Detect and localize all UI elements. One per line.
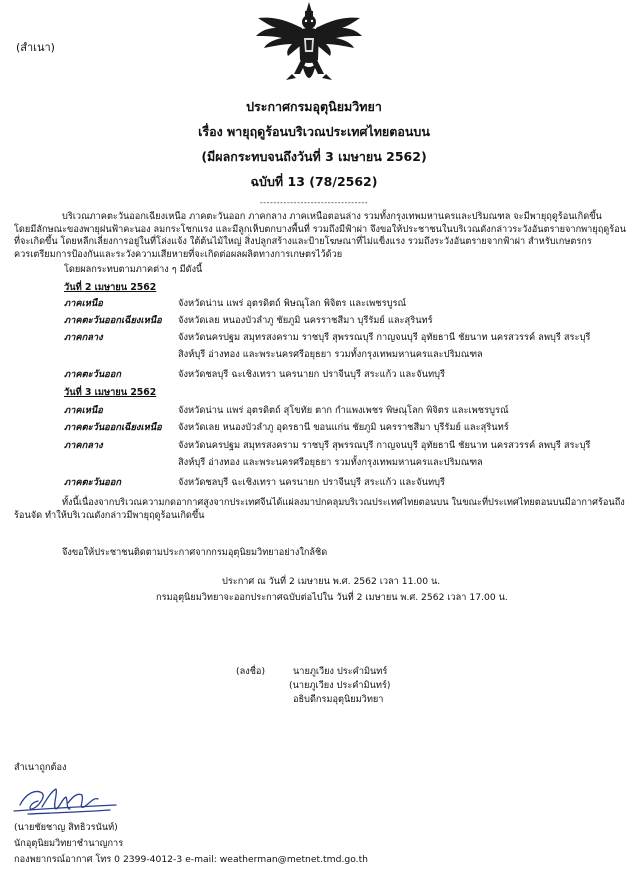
advice-text: จึงขอให้ประชาชนติดตามประกาศจากกรมอุตุนิยมวิทยาอย่างใกล้ชิด <box>62 547 328 558</box>
intro-line: ควรเตรียมการป้องกันและระวังความเสียหายที่จะเกิดต่อผลผลิตทางการเกษตรไว้ด้วย <box>14 248 343 260</box>
certify-label: สำเนาถูกต้อง <box>14 762 67 773</box>
announcement-subject: เรื่อง พายุฤดูร้อนบริเวณประเทศไทยตอนบน <box>198 124 430 139</box>
region-name: ภาคเหนือ <box>64 298 103 309</box>
cause-line: ทั้งนี้เนื่องจากบริเวณความกดอากาศสูงจากประเทศจีนได้แผ่ลงมาปกคลุมบริเวณประเทศไทยตอนบน ในขณะที่ประเทศไทยตอนบนมีอากาศร้อนถึง <box>62 497 625 508</box>
announcement-title: ประกาศกรมอุตุนิยมวิทยา <box>246 99 382 114</box>
region-provinces: จังหวัดน่าน แพร่ อุตรดิตถ์ พิษณุโลก พิจิตร และเพชรบูรณ์ <box>178 298 407 309</box>
region-provinces: จังหวัดชลบุรี ฉะเชิงเทรา นครนายก ปราจีนบุรี สระแก้ว และจันทบุรี <box>178 369 445 380</box>
signer-position: อธิบดีกรมอุตุนิยมวิทยา <box>293 694 384 705</box>
signed-label: (ลงชื่อ) <box>236 666 266 677</box>
region-provinces: จังหวัดชลบุรี ฉะเชิงเทรา นครนายก ปราจีนบุรี สระแก้ว และจันทบุรี <box>178 477 445 488</box>
region-provinces: จังหวัดเลย หนองบัวลำภู อุดรธานี ขอนแก่น ชัยภูมิ นครราชสีมา บุรีรัมย์ และสุรินทร์ <box>178 422 509 433</box>
region-name: ภาคตะวันออก <box>64 477 121 488</box>
copy-label: (สำเนา) <box>16 41 55 54</box>
cause-line: ร้อนจัด ทำให้บริเวณดังกล่าวมีพายุฤดูร้อนเกิดขึ้น <box>14 509 205 521</box>
affected-heading: โดยผลกระทบตามภาคต่าง ๆ มีดังนี้ <box>64 264 203 275</box>
signer-name-paren: (นายภูเวียง ประคำมินทร์) <box>289 680 391 691</box>
region-name: ภาคตะวันออกเฉียงเหนือ <box>64 315 162 326</box>
region-provinces: สิงห์บุรี อ่างทอง และพระนครศรีอยุธยา รวมทั้งกรุงเทพมหานครและปริมณฑล <box>178 349 483 360</box>
region-provinces: จังหวัดนครปฐม สมุทรสงคราม ราชบุรี สุพรรณบุรี กาญจนบุรี อุทัยธานี ชัยนาท นครสวรรค์ ลพบุรี สระบุรี <box>178 440 591 451</box>
date-heading-day2: วันที่ 3 เมษายน 2562 <box>64 387 157 398</box>
signer-name: นายภูเวียง ประคำมินทร์ <box>293 666 388 677</box>
intro-paragraph <box>14 211 626 261</box>
region-name: ภาคตะวันออก <box>64 369 121 380</box>
region-name: ภาคตะวันออกเฉียงเหนือ <box>64 422 162 433</box>
region-name: ภาคกลาง <box>64 332 103 343</box>
intro-line: ที่จะเกิดขึ้น โดยหลีกเลี่ยงการอยู่ในที่โล่งแจ้ง ใต้ต้นไม้ใหญ่ สิ่งปลูกสร้างและป้ายโฆษณาที่ไม่แข็งแรง รวมถึงระวังอันตรายจากฟ้าผ่า สำหรับเกษตรกร <box>14 236 592 247</box>
certifier-name: (นายชัยชาญ สิทธิวรนันท์) <box>14 822 118 833</box>
region-provinces: จังหวัดน่าน แพร่ อุตรดิตถ์ สุโขทัย ตาก กำแพงเพชร พิษณุโลก พิจิตร และเพชรบูรณ์ <box>178 405 509 416</box>
region-provinces: สิงห์บุรี อ่างทอง และพระนครศรีอยุธยา รวมทั้งกรุงเทพมหานครและปริมณฑล <box>178 457 483 468</box>
issued-time: ประกาศ ณ วันที่ 2 เมษายน พ.ศ. 2562 เวลา 11.00 น. <box>222 576 441 587</box>
region-provinces: จังหวัดเลย หนองบัวลำภู ชัยภูมิ นครราชสีมา บุรีรัมย์ และสุรินทร์ <box>178 315 433 326</box>
region-provinces: จังหวัดนครปฐม สมุทรสงคราม ราชบุรี สุพรรณบุรี กาญจนบุรี อุทัยธานี ชัยนาท นครสวรรค์ ลพบุรี สระบุรี <box>178 332 591 343</box>
handwritten-signature-icon <box>12 783 122 819</box>
issue-number: ฉบับที่ 13 (78/2562) <box>250 174 378 189</box>
effect-period: (มีผลกระทบจนถึงวันที่ 3 เมษายน 2562) <box>201 149 427 164</box>
intro-line: โดยมีลักษณะของพายุฝนฟ้าคะนอง ลมกระโชกแรง และมีลูกเห็บตกบางพื้นที่ รวมถึงมีฟ้าผ่า จึงขอให้ประชาชนในบริเวณดังกล่าวระวังอันตรายจากพายุฤดูร้อน <box>14 223 626 235</box>
header-separator: -------------------------------- <box>259 198 369 207</box>
garuda-emblem-icon <box>252 0 366 94</box>
date-heading-day1: วันที่ 2 เมษายน 2562 <box>64 282 157 293</box>
contact-info: กองพยากรณ์อากาศ โทร 0 2399-4012-3 e-mail: weatherman@metnet.tmd.go.th <box>14 854 369 865</box>
intro-line: บริเวณภาคตะวันออกเฉียงเหนือ ภาคตะวันออก ภาคกลาง ภาคเหนือตอนล่าง รวมทั้งกรุงเทพมหานครและปริมณฑล จะมีพายุฤดูร้อนเกิดขึ้น <box>62 211 602 222</box>
certifier-position: นักอุตุนิยมวิทยาชำนาญการ <box>14 838 124 849</box>
cause-paragraph <box>14 497 625 522</box>
next-announcement: กรมอุตุนิยมวิทยาจะออกประกาศฉบับต่อไปใน วันที่ 2 เมษายน พ.ศ. 2562 เวลา 17.00 น. <box>156 592 508 603</box>
region-name: ภาคเหนือ <box>64 405 103 416</box>
region-name: ภาคกลาง <box>64 440 103 451</box>
